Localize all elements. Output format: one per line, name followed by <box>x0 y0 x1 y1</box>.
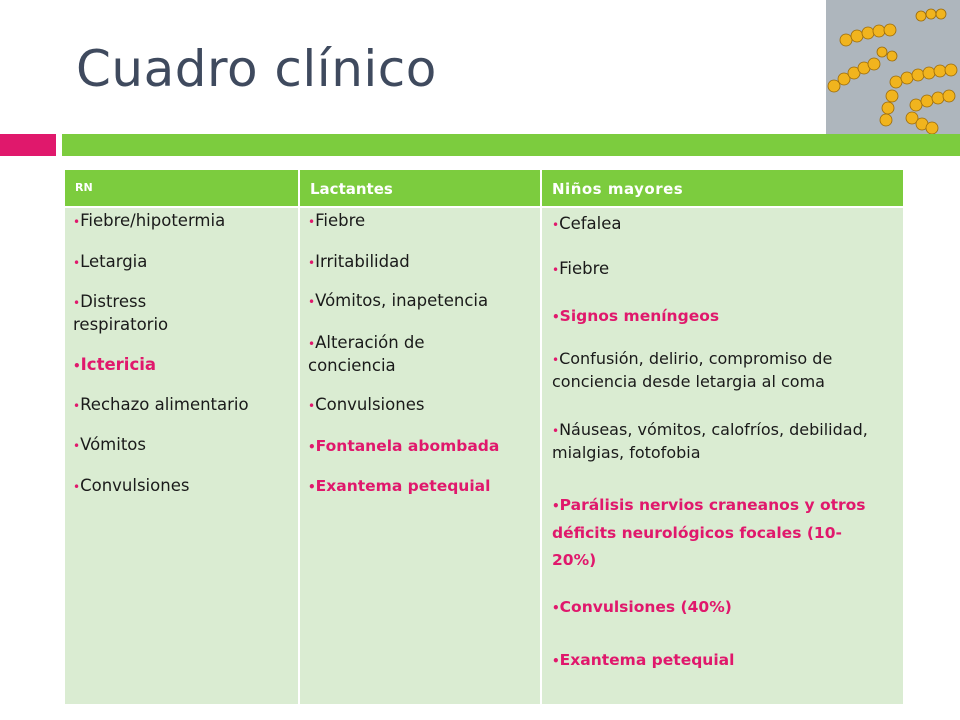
header-rn: RN <box>65 170 298 206</box>
column-ninos <box>542 208 903 704</box>
list-item: •Confusión, delirio, compromiso de conciencia desde letargia al coma <box>552 349 833 391</box>
bullet-icon: • <box>552 654 560 668</box>
list-item: •Exantema petequial <box>552 651 735 669</box>
bullet-icon: • <box>552 601 560 615</box>
list-item: •Fiebre/hipotermia <box>73 211 226 230</box>
bullet-icon: • <box>308 480 316 494</box>
list-item: •Vómitos, inapetencia <box>308 291 489 310</box>
bullet-icon: • <box>552 218 560 232</box>
slide-title: Cuadro clínico <box>76 40 437 98</box>
bullet-icon: • <box>552 263 560 277</box>
bullet-icon: • <box>552 424 560 438</box>
list-item: •Alteración de conciencia <box>308 333 425 375</box>
bullet-icon: • <box>73 296 81 310</box>
bullet-icon: • <box>73 439 81 453</box>
bullet-icon: • <box>73 359 81 373</box>
list-item: •Exantema petequial <box>308 477 491 495</box>
list-item: •Náuseas, vómitos, calofríos, debilidad, mialgias, fotofobia <box>552 420 868 462</box>
list-item: •Vómitos <box>73 435 146 454</box>
header-ninos: Niños mayores <box>542 170 903 206</box>
list-item: •Irritabilidad <box>308 252 410 271</box>
accent-bar-green <box>62 134 960 156</box>
bullet-icon: • <box>308 215 316 229</box>
bullet-icon: • <box>73 399 81 413</box>
bullet-icon: • <box>552 353 560 367</box>
bullet-icon: • <box>73 215 81 229</box>
bullet-icon: • <box>73 480 81 494</box>
list-item: •Convulsiones <box>73 476 190 495</box>
list-item: •Fontanela abombada <box>308 437 500 455</box>
bullet-icon: • <box>308 440 316 454</box>
bullet-icon: • <box>552 499 560 513</box>
list-item: •Rechazo alimentario <box>73 395 249 414</box>
header-lactantes: Lactantes <box>300 170 540 206</box>
list-item: •Convulsiones (40%) <box>552 598 732 616</box>
list-item: •Parálisis nervios craneanos y otros déficits neurológicos focales (10-20%) <box>552 496 866 569</box>
bullet-icon: • <box>308 337 316 351</box>
bullet-icon: • <box>308 256 316 270</box>
clinical-table <box>65 170 903 704</box>
bacteria-micrograph-image <box>826 0 960 134</box>
list-item: •Distress respiratorio <box>73 292 169 334</box>
list-item: •Ictericia <box>73 355 157 374</box>
list-item: •Fiebre <box>308 211 366 230</box>
list-item: •Letargia <box>73 252 148 271</box>
bullet-icon: • <box>308 295 316 309</box>
accent-bar-pink <box>0 134 56 156</box>
bullet-icon: • <box>552 310 560 324</box>
list-item: •Convulsiones <box>308 395 425 414</box>
list-item: •Signos meníngeos <box>552 307 720 325</box>
column-lactantes <box>300 208 540 704</box>
column-rn <box>65 208 298 704</box>
bullet-icon: • <box>308 399 316 413</box>
list-item: •Fiebre <box>552 259 610 278</box>
bullet-icon: • <box>73 256 81 270</box>
list-item: •Cefalea <box>552 214 622 233</box>
